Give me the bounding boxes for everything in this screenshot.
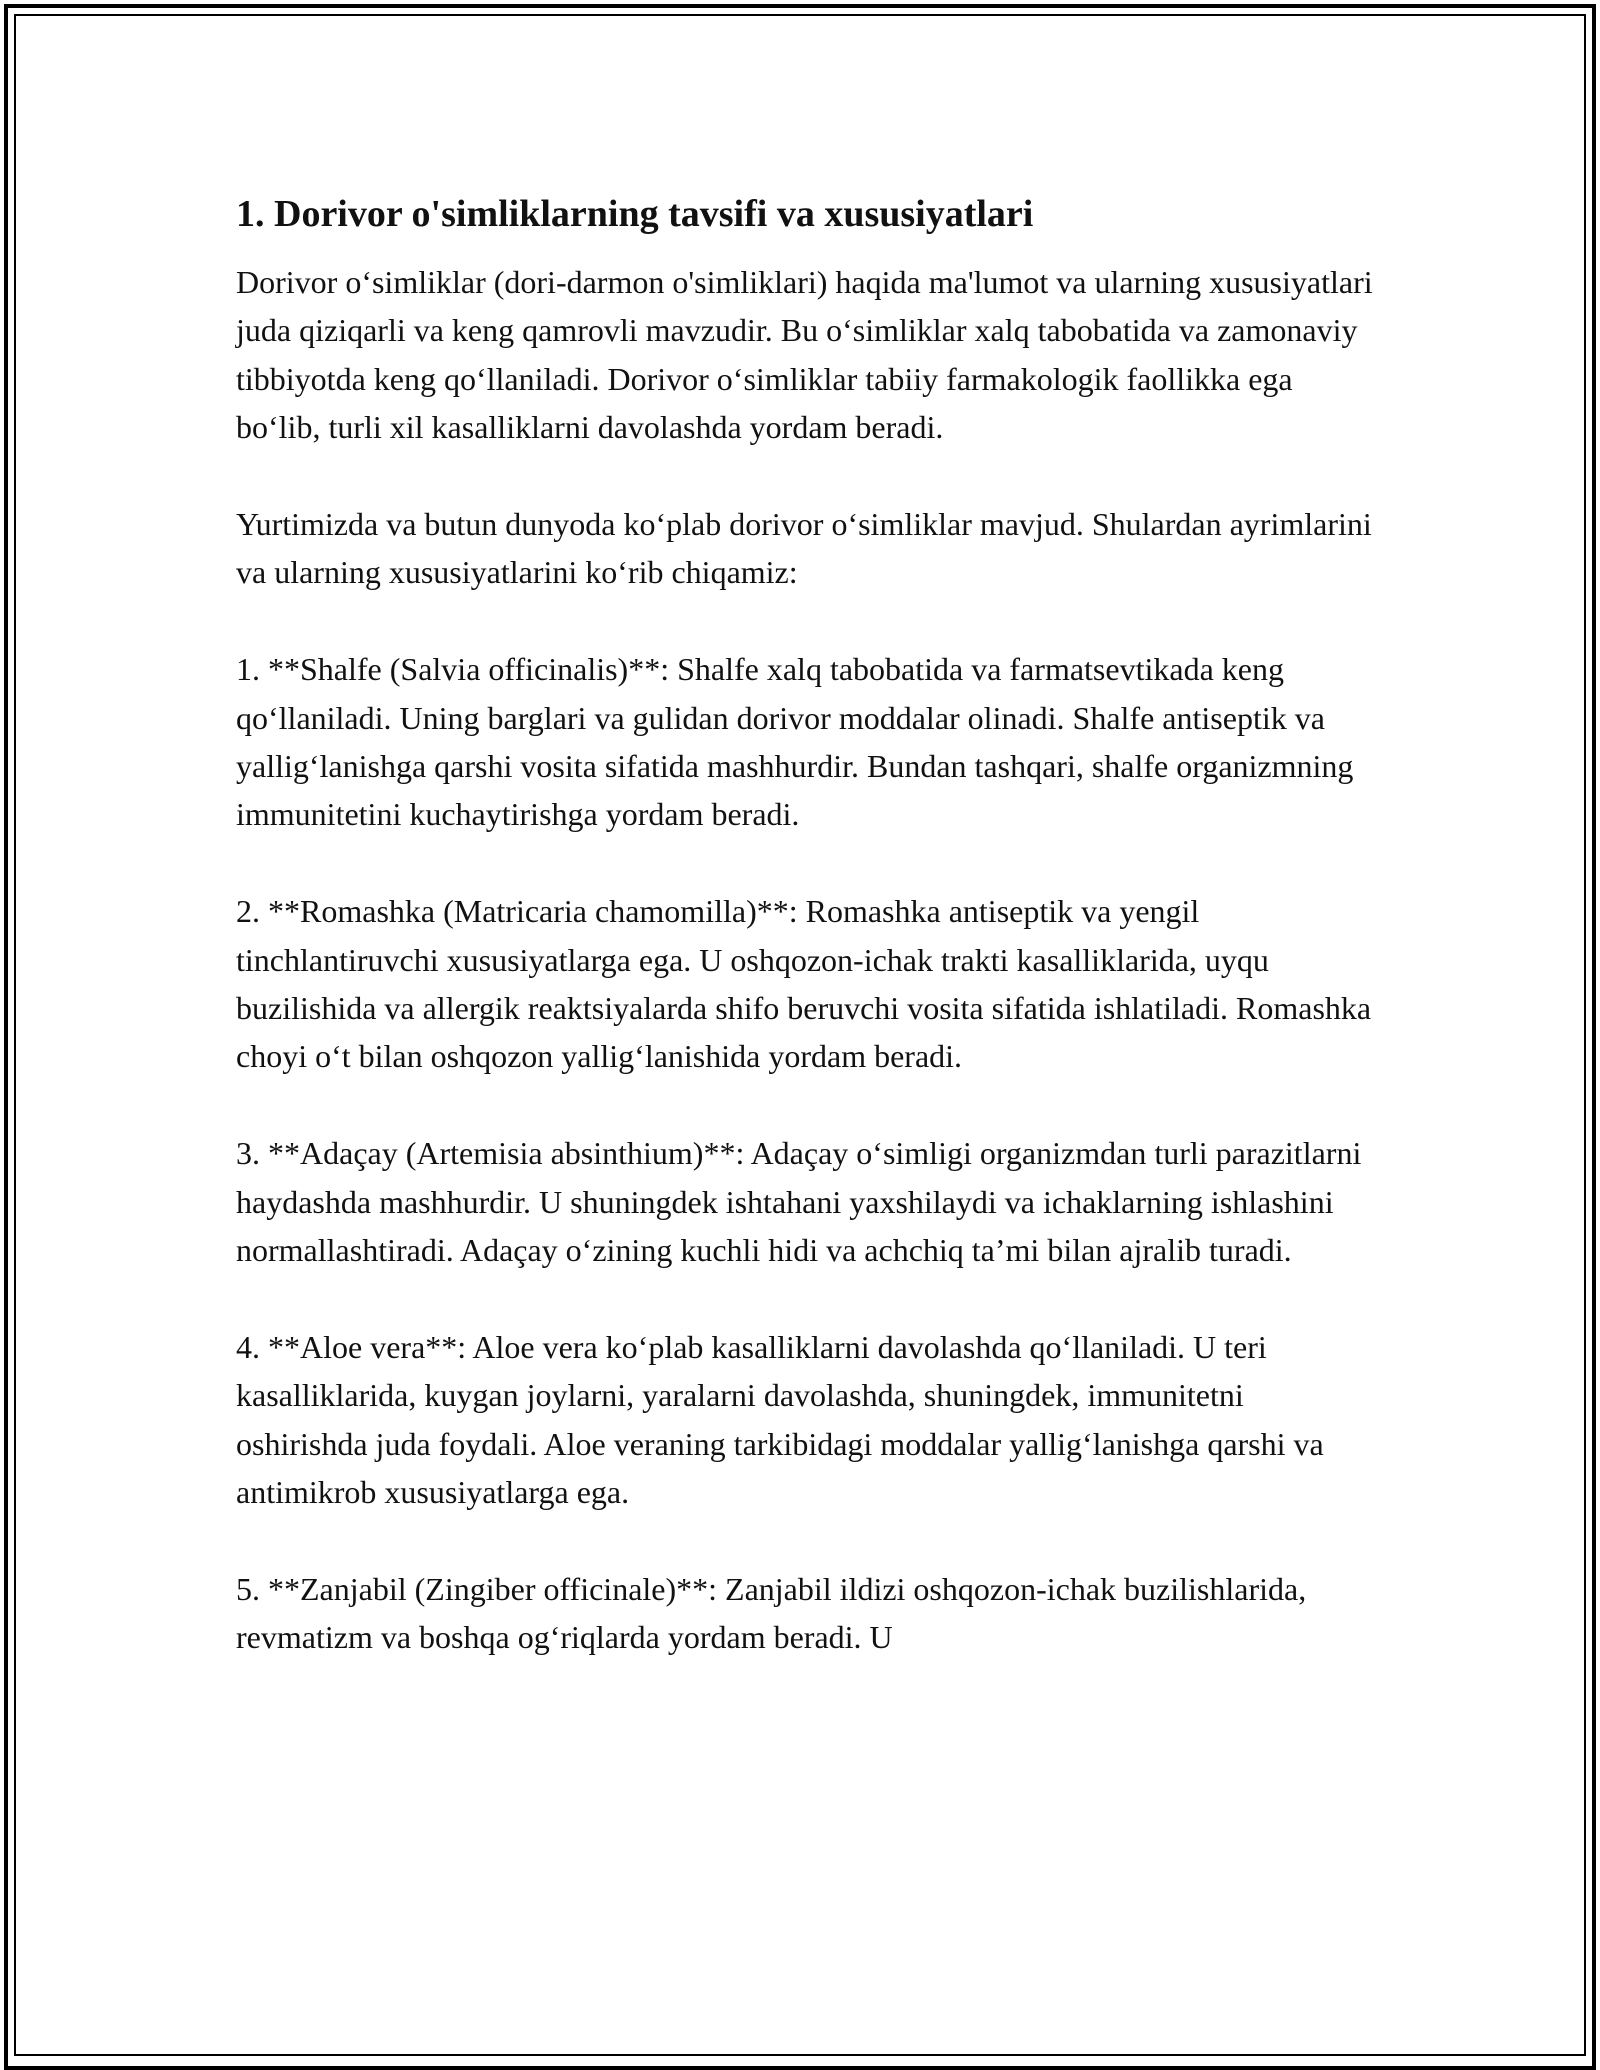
section-heading: 1. Dorivor o'simliklarning tavsifi va xususiyatlari xyxy=(236,193,1034,235)
list-item-adacay: 3. **Adaçay (Artemisia absinthium)**: Adaçay o‘simligi organizmdan turli parazitlarni haydashda mashhurdir. U shuningdek ishtahani yaxshilaydi va ichaklarning ishlashini normallashtiradi. Adaçay o‘zining kuchli hidi va achchiq ta’mi bilan ajralib turadi. xyxy=(236,1135,1362,1269)
list-item-zanjabil: 5. **Zanjabil (Zingiber officinale)**: Zanjabil ildizi oshqozon-ichak buzilishlarida, revmatizm va boshqa og‘riqlarda yordam beradi. U xyxy=(236,1570,1307,1656)
intro-paragraph: Dorivor o‘simliklar (dori-darmon o'simliklari) haqida ma'lumot va ularning xususiyatlari juda qiziqarli va keng qamrovli mavzudir. Bu o‘simliklar xalq tabobatida va zamonaviy tibbiyotda keng qo‘llaniladi. Dorivor o‘simliklar tabiiy farmakologik faollikka ega bo‘lib, turli xil kasalliklarni davolashda yordam beradi. xyxy=(236,264,1373,446)
document-body xyxy=(236,186,1376,1662)
list-item-romashka: 2. **Romashka (Matricaria chamomilla)**: Romashka antiseptik va yengil tinchlantiruvchi xususiyatlarga ega. U oshqozon-ichak trakti kasalliklarida, uyqu buzilishida va allergik reaktsiyalarda shifo beruvchi vosita sifatida ishlatiladi. Romashka choyi o‘t bilan oshqozon yallig‘lanishida yordam beradi. xyxy=(236,893,1372,1075)
list-item-aloe-vera: 4. **Aloe vera**: Aloe vera ko‘plab kasalliklarni davolashda qo‘llaniladi. U teri kasalliklarida, kuygan joylarni, yaralarni davolashda, shuningdek, immunitetni oshirishda juda foydali. Aloe veraning tarkibidagi moddalar yallig‘lanishga qarshi va antimikrob xususiyatlarga ega. xyxy=(236,1328,1324,1511)
list-item-shalfe: 1. **Shalfe (Salvia officinalis)**: Shalfe xalq tabobatida va farmatsevtikada keng qo‘llaniladi. Uning barglari va gulidan dorivor moddalar olinadi. Shalfe antiseptik va yallig‘lanishga qarshi vosita sifatida mashhurdir. Bundan tashqari, shalfe organizmning immunitetini kuchaytirishga yordam beradi. xyxy=(236,651,1354,833)
overview-paragraph: Yurtimizda va butun dunyoda ko‘plab dorivor o‘simliklar mavjud. Shulardan ayrimlarini va ularning xususiyatlarini ko‘rib chiqamiz: xyxy=(236,506,1372,591)
